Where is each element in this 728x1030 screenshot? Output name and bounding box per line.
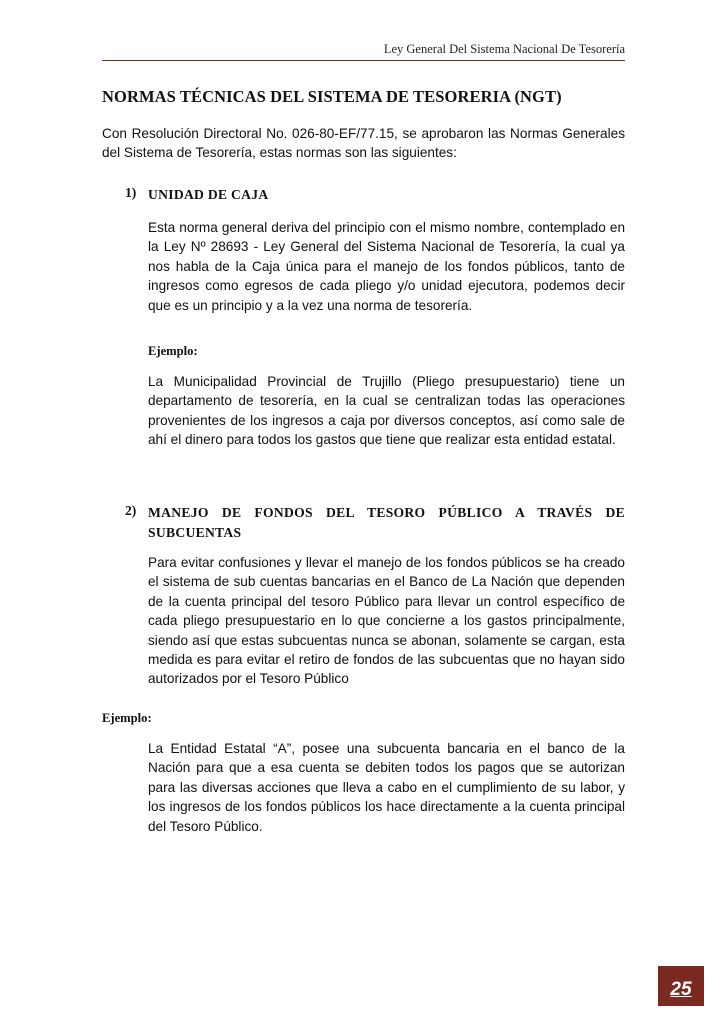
running-header: Ley General Del Sistema Nacional De Tesorería <box>383 42 625 56</box>
section-2-body: Para evitar confusiones y llevar el manejo de los fondos públicos se ha creado el sistema de sub cuentas bancarias en el Banco de La Nación que dependen de la cuenta principal del tesoro Público para llevar un control específico de cada pliego presupuestario en lo que concierne a los gastos principalmente, siendo así que estas subcuentas nunca se abonan, solamente se cargan, esta medida es para evitar el retiro de fondos de las subcuentas que no hayan sido autorizados por el Tesoro Público <box>148 555 625 687</box>
section-2-example-label: Ejemplo: <box>102 711 152 725</box>
section-1-body: Esta norma general deriva del principio con el mismo nombre, contemplado en la Ley Nº 28693 - Ley General del Sistema Nacional de Tesorería, la cual ya nos habla de la Caja única para el manejo de los fondos públicos, tanto de ingresos como egresos de cada pliego y/o unidad ejecutora, podemos decir que es un principio y a la vez una norma de tesorería. <box>148 220 625 313</box>
section-2-example: La Entidad Estatal “A”, posee una subcuenta bancaria en el banco de la Nación para que a esa cuenta se debiten todos los pagos que se autorizan para las diversas acciones que lleva a cabo en el cumplimiento de su labor, y los ingresos de los fondos públicos los hace directamente a la cuenta principal del Tesoro Público. <box>148 741 625 834</box>
section-1-example-label: Ejemplo: <box>148 344 198 358</box>
section-2-heading: MANEJO DE FONDOS DEL TESORO PÚBLICO A TRAVÉS DE SUBCUENTAS <box>148 505 625 540</box>
page-number: 25 <box>670 979 692 1000</box>
section-1-number: 1) <box>125 185 137 200</box>
page-title: NORMAS TÉCNICAS DEL SISTEMA DE TESORERIA (NGT) <box>102 87 562 106</box>
section-2-number: 2) <box>125 503 137 518</box>
section-1-example: La Municipalidad Provincial de Trujillo (Pliego presupuestario) tiene un departamento de tesorería, en la cual se centralizan todas las operaciones provenientes de los ingresos a caja por diversos conceptos, así como sale de ahí el dinero para todos los gastos que tiene que realizar esta entidad estatal. <box>148 374 625 448</box>
header-rule <box>102 60 625 61</box>
intro-paragraph: Con Resolución Directoral No. 026-80-EF/77.15, se aprobaron las Normas Generales del Sistema de Tesorería, estas normas son las siguientes: <box>102 126 625 161</box>
section-1-heading: UNIDAD DE CAJA <box>148 187 269 202</box>
